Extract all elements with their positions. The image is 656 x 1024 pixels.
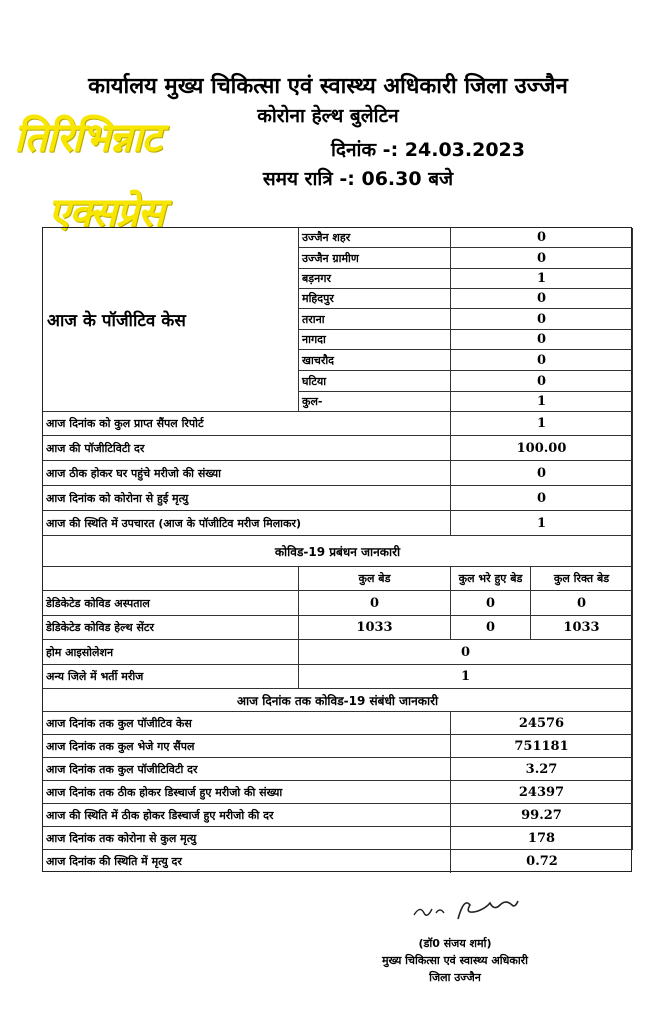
positive-today-label: आज के पॉजीटिव केस bbox=[43, 228, 299, 412]
area-value: 0 bbox=[451, 228, 633, 248]
area-value: 0 bbox=[451, 309, 633, 330]
facility-value: 0 bbox=[451, 591, 531, 616]
facility-value: 0 bbox=[299, 591, 451, 616]
cumulative-value: 24576 bbox=[451, 712, 633, 735]
other-district-value: 1 bbox=[299, 665, 633, 689]
cumulative-label: आज दिनांक तक कुल पॉजीटिविटी दर bbox=[43, 758, 451, 781]
area-name: खाचरौद bbox=[299, 350, 451, 371]
daily-label: आज दिनांक को कोरोना से हुई मृत्यु bbox=[43, 486, 451, 511]
daily-value: 100.00 bbox=[451, 436, 633, 461]
management-header-blank bbox=[43, 567, 299, 591]
bulletin-date: दिनांक -: 24.03.2023 bbox=[331, 139, 525, 161]
cumulative-label: आज दिनांक की स्थिति में मृत्यु दर bbox=[43, 850, 451, 873]
area-value: 0 bbox=[451, 350, 633, 371]
daily-label: आज ठीक होकर घर पहुंचे मरीजो की संख्या bbox=[43, 461, 451, 486]
area-name: उज्जैन शहर bbox=[299, 228, 451, 248]
area-total-label: कुल- bbox=[299, 392, 451, 412]
facility-value: 0 bbox=[531, 591, 633, 616]
cumulative-label: आज की स्थिति में ठीक होकर डिस्चार्ज हुए मरीजो की दर bbox=[43, 804, 451, 827]
brand-logo-line2: एक्सप्रेस bbox=[48, 190, 164, 236]
column-header: कुल भरे हुए बेड bbox=[451, 567, 531, 591]
brand-logo-line1: तिरिभिन्नाट bbox=[14, 115, 161, 161]
home-isolation-value: 0 bbox=[299, 640, 633, 665]
daily-value: 1 bbox=[451, 412, 633, 436]
daily-label: आज की पॉजीटिविटी दर bbox=[43, 436, 451, 461]
area-value: 0 bbox=[451, 248, 633, 269]
area-value: 1 bbox=[451, 269, 633, 289]
area-value: 0 bbox=[451, 371, 633, 392]
column-header: कुल रिक्त बेड bbox=[531, 567, 633, 591]
area-name: नागदा bbox=[299, 330, 451, 350]
daily-label: आज दिनांक को कुल प्राप्त सैंपल रिपोर्ट bbox=[43, 412, 451, 436]
column-header: कुल बेड bbox=[299, 567, 451, 591]
cumulative-value: 0.72 bbox=[526, 854, 558, 869]
bulletin-time: समय रात्रि -: 06.30 बजे bbox=[262, 168, 454, 190]
management-title: कोविड-19 प्रबंधन जानकारी bbox=[43, 536, 633, 567]
daily-value: 0 bbox=[451, 461, 633, 486]
office-title: कार्यालय मुख्य चिकित्सा एवं स्वास्थ्य अधिकारी जिला उज्जैन bbox=[88, 74, 568, 99]
facility-value: 1033 bbox=[299, 616, 451, 640]
area-name: घटिया bbox=[299, 371, 451, 392]
signature bbox=[410, 895, 530, 925]
health-bulletin-table bbox=[42, 227, 632, 872]
area-name: उज्जैन ग्रामीण bbox=[299, 248, 451, 269]
area-total-value: 1 bbox=[451, 392, 633, 412]
cumulative-value: 178 bbox=[451, 827, 633, 850]
facility-label: डेडिकेटेड कोविड हेल्थ सेंटर bbox=[43, 616, 299, 640]
cumulative-label: आज दिनांक तक कुल पॉजीटिव केस bbox=[43, 712, 451, 735]
officer-name: (डॉ0 संजय शर्मा) bbox=[418, 937, 492, 950]
other-district-label: अन्य जिले में भर्ती मरीज bbox=[43, 665, 299, 689]
home-isolation-label: होम आइसोलेशन bbox=[43, 640, 299, 665]
facility-label: डेडिकेटेड कोविड अस्पताल bbox=[43, 591, 299, 616]
area-value: 0 bbox=[451, 330, 633, 350]
facility-value: 1033 bbox=[531, 616, 633, 640]
area-name: तराना bbox=[299, 309, 451, 330]
officer-district: जिला उज्जैन bbox=[429, 971, 481, 984]
cumulative-value: 3.27 bbox=[451, 758, 633, 781]
cumulative-label: आज दिनांक तक ठीक होकर डिस्चार्ज हुए मरीजो की संख्या bbox=[43, 781, 451, 804]
cumulative-label: आज दिनांक तक कुल भेजे गए सैंपल bbox=[43, 735, 451, 758]
cumulative-value: 99.27 bbox=[451, 804, 633, 827]
area-name: महिदपुर bbox=[299, 289, 451, 309]
cumulative-label: आज दिनांक तक कोरोना से कुल मृत्यु bbox=[43, 827, 451, 850]
area-name: बड़नगर bbox=[299, 269, 451, 289]
cumulative-title: आज दिनांक तक कोविड-19 संबंधी जानकारी bbox=[43, 689, 633, 712]
area-value: 0 bbox=[451, 289, 633, 309]
cumulative-value: 24397 bbox=[451, 781, 633, 804]
cumulative-value: 751181 bbox=[451, 735, 633, 758]
daily-value: 1 bbox=[451, 511, 633, 536]
daily-label: आज की स्थिति में उपचारत (आज के पॉजीटिव मरीज मिलाकर) bbox=[43, 511, 451, 536]
officer-designation: मुख्य चिकित्सा एवं स्वास्थ्य अधिकारी bbox=[381, 954, 529, 967]
daily-value: 0 bbox=[451, 486, 633, 511]
facility-value: 0 bbox=[451, 616, 531, 640]
bulletin-title: कोरोना हेल्थ बुलेटिन bbox=[257, 105, 399, 127]
